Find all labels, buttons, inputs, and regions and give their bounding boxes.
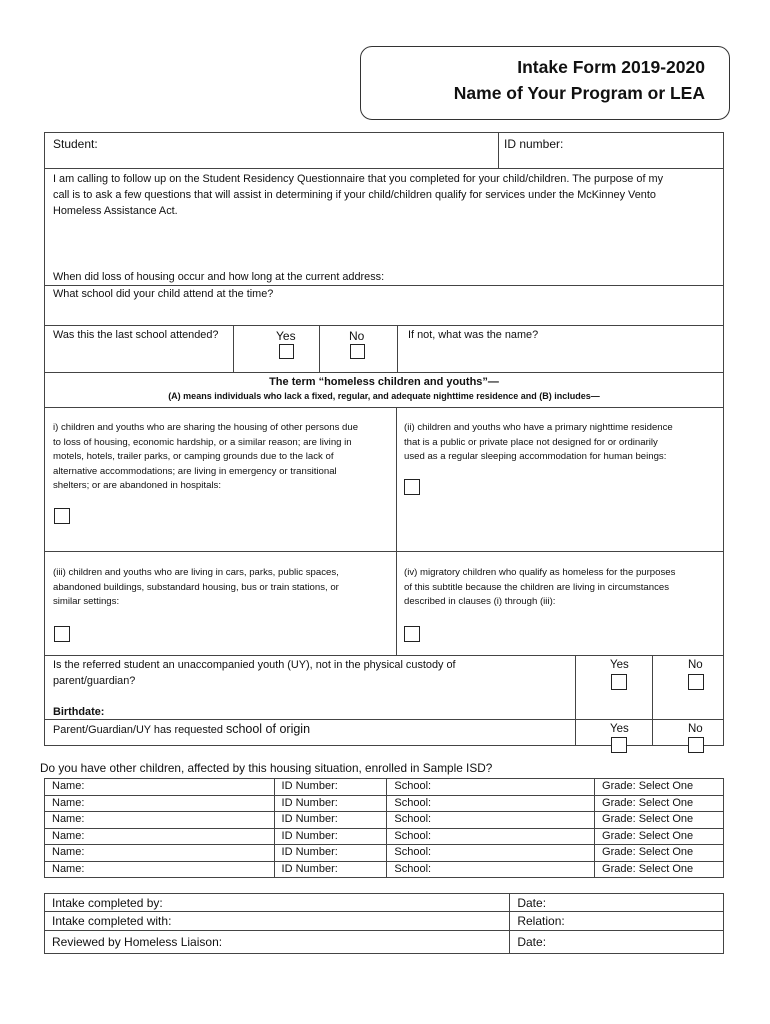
- child-id-cell[interactable]: ID Number:: [274, 861, 387, 878]
- child-id-cell[interactable]: ID Number:: [274, 779, 387, 796]
- previous-school-name-label: If not, what was the name?: [408, 329, 539, 341]
- other-children-question: Do you have other children, affected by this housing situation, enrolled in Sample ISD?: [40, 761, 493, 775]
- table-row: [45, 795, 724, 812]
- child-school-cell[interactable]: School:: [387, 812, 595, 829]
- clause-i-line-5: shelters; or are abandoned in hospitals:: [53, 480, 221, 491]
- homeless-definition-heading: The term “homeless children and youths”—: [269, 376, 499, 388]
- homeless-definition-subheading: (A) means individuals who lack a fixed, regular, and adequate nighttime residence and (B) includes—: [168, 391, 600, 401]
- clause-ii-line-3: used as a regular sleeping accommodation for human beings:: [404, 451, 667, 462]
- student-field-label: Student:: [53, 137, 98, 151]
- reviewed-by-liaison-field[interactable]: Reviewed by Homeless Liaison:: [45, 931, 510, 954]
- form-title: Intake Form 2019-2020: [517, 57, 705, 77]
- child-name-cell[interactable]: Name:: [45, 861, 275, 878]
- clause-iv-line-3: described in clauses (i) through (iii):: [404, 596, 556, 607]
- table-row: [45, 812, 724, 829]
- child-name-cell[interactable]: Name:: [45, 828, 275, 845]
- child-school-cell[interactable]: School:: [387, 845, 595, 862]
- last-school-question: Was this the last school attended?: [53, 329, 219, 341]
- intro-line-3: Homeless Assistance Act.: [53, 205, 178, 217]
- table-row: [45, 894, 724, 912]
- child-grade-select[interactable]: Grade: Select One: [595, 795, 724, 812]
- table-row: [45, 845, 724, 862]
- child-id-cell[interactable]: ID Number:: [274, 795, 387, 812]
- clause-iv-line-1: (iv) migratory children who qualify as homeless for the purposes: [404, 567, 676, 578]
- child-school-cell[interactable]: School:: [387, 795, 595, 812]
- id-number-field-label: ID number:: [504, 137, 564, 151]
- child-school-cell[interactable]: School:: [387, 861, 595, 878]
- id-number-field[interactable]: [570, 134, 720, 166]
- child-id-cell[interactable]: ID Number:: [274, 828, 387, 845]
- child-school-cell[interactable]: School:: [387, 828, 595, 845]
- last-school-yes-checkbox[interactable]: [279, 344, 294, 359]
- program-name: Name of Your Program or LEA: [453, 83, 705, 103]
- clause-iv-line-2: of this subtitle because the children are living in circumstances: [404, 581, 670, 593]
- origin-yes-checkbox[interactable]: [611, 737, 627, 753]
- intro-line-1: I am calling to follow up on the Student Residency Questionnaire that you completed for your child/children. The purpose of my: [53, 173, 664, 185]
- clause-i-line-2: to loss of housing, economic hardship, or a similar reason; are living in: [53, 436, 352, 448]
- child-grade-select[interactable]: Grade: Select One: [595, 845, 724, 862]
- origin-no-label: No: [688, 723, 703, 735]
- child-school-cell[interactable]: School:: [387, 779, 595, 796]
- child-name-cell[interactable]: Name:: [45, 795, 275, 812]
- last-school-yes-label: Yes: [276, 329, 296, 343]
- table-row: [45, 861, 724, 878]
- clause-iii-line-1: (iii) children and youths who are living in cars, parks, public spaces,: [53, 567, 339, 578]
- uy-no-checkbox[interactable]: [688, 674, 704, 690]
- table-row: [45, 912, 724, 931]
- birthdate-label: Birthdate:: [53, 706, 105, 718]
- child-id-cell[interactable]: ID Number:: [274, 845, 387, 862]
- child-name-cell[interactable]: Name:: [45, 845, 275, 862]
- child-grade-select[interactable]: Grade: Select One: [595, 812, 724, 829]
- other-children-table: [44, 778, 724, 878]
- student-name-field[interactable]: [110, 134, 495, 166]
- clause-iii-line-2: abandoned buildings, substandard housing, bus or train stations, or: [53, 581, 339, 593]
- uy-question-line-2: parent/guardian?: [53, 675, 136, 687]
- clause-i-line-3: motels, hotels, trailer parks, or camping grounds due to the lack of: [53, 451, 334, 462]
- origin-label-part-1: Parent/Guardian/UY has requested: [53, 724, 226, 736]
- clause-i-line-4: alternative accommodations; are living in emergency or transitional: [53, 465, 337, 477]
- intro-line-2: call is to ask a few questions that will assist in determining if your child/children qualify for services under the McKinney Vento: [53, 189, 656, 201]
- clause-ii-checkbox[interactable]: [404, 479, 420, 495]
- uy-no-label: No: [688, 659, 703, 671]
- form-title-box: [360, 46, 730, 120]
- intake-date-field[interactable]: Date:: [510, 894, 724, 912]
- birthdate-field[interactable]: [120, 702, 570, 718]
- intake-signoff-table: [44, 893, 724, 954]
- child-name-cell[interactable]: Name:: [45, 812, 275, 829]
- table-row: [45, 931, 724, 954]
- intake-completed-by-field[interactable]: Intake completed by:: [45, 894, 510, 912]
- uy-yes-label: Yes: [610, 659, 629, 671]
- last-school-no-label: No: [349, 329, 365, 343]
- housing-loss-question: When did loss of housing occur and how long at the current address:: [53, 271, 385, 283]
- uy-yes-checkbox[interactable]: [611, 674, 627, 690]
- origin-label-part-2: school of origin: [225, 722, 311, 736]
- origin-no-checkbox[interactable]: [688, 737, 704, 753]
- clause-ii-line-2: that is a public or private place not designed for or ordinarily: [404, 436, 658, 448]
- table-row: [45, 779, 724, 796]
- table-row: [45, 828, 724, 845]
- clause-i-checkbox[interactable]: [54, 508, 70, 524]
- school-at-time-question: What school did your child attend at the time?: [53, 288, 274, 300]
- child-grade-select[interactable]: Grade: Select One: [595, 779, 724, 796]
- relation-field[interactable]: Relation:: [510, 912, 724, 931]
- child-name-cell[interactable]: Name:: [45, 779, 275, 796]
- child-grade-select[interactable]: Grade: Select One: [595, 861, 724, 878]
- clause-iii-checkbox[interactable]: [54, 626, 70, 642]
- last-school-no-checkbox[interactable]: [350, 344, 365, 359]
- clause-iii-line-3: similar settings:: [53, 596, 120, 607]
- clause-ii-line-1: (ii) children and youths who have a primary nighttime residence: [404, 422, 673, 433]
- clause-iv-checkbox[interactable]: [404, 626, 420, 642]
- clause-i-line-1: i) children and youths who are sharing the housing of other persons due: [53, 422, 359, 433]
- child-id-cell[interactable]: ID Number:: [274, 812, 387, 829]
- uy-question-line-1: Is the referred student an unaccompanied youth (UY), not in the physical custody of: [53, 659, 456, 671]
- origin-yes-label: Yes: [610, 723, 629, 735]
- review-date-field[interactable]: Date:: [510, 931, 724, 954]
- child-grade-select[interactable]: Grade: Select One: [595, 828, 724, 845]
- intake-completed-with-field[interactable]: Intake completed with:: [45, 912, 510, 931]
- school-of-origin-question: [53, 721, 310, 738]
